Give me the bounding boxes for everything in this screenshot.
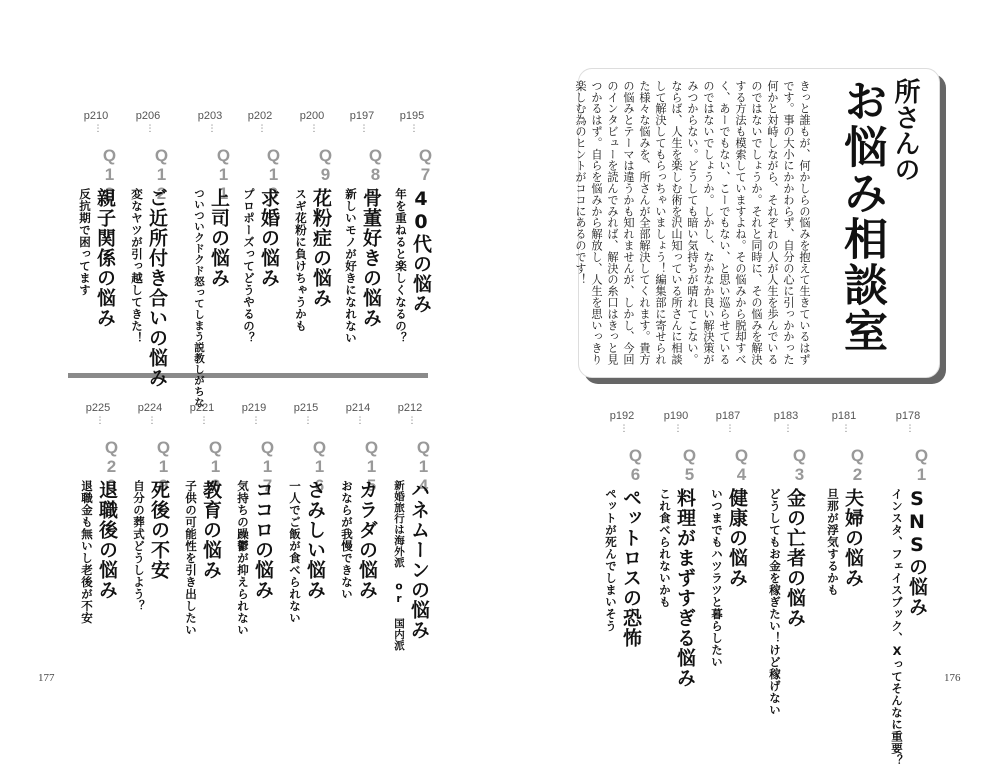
question-title: 花粉症の悩み <box>310 188 332 308</box>
question-subtitle: 退職金も無いし老後が不安 <box>80 480 94 624</box>
question-number: Q11 <box>214 146 233 203</box>
page-number: p178 <box>895 410 921 422</box>
question-title: ハネムーンの悩み <box>408 480 430 640</box>
page-number: p181 <box>831 410 857 422</box>
leader-dots: ⋮ <box>251 416 261 426</box>
question-subtitle: 一人でご飯が食べられない <box>288 480 302 624</box>
leader-dots: ⋮ <box>145 124 155 134</box>
page-number: p202 <box>247 110 273 122</box>
toc-entry-q1[interactable] <box>886 410 931 767</box>
toc-entry-q13[interactable] <box>74 110 118 360</box>
leader-dots: ⋮ <box>303 416 313 426</box>
question-number: Q5 <box>680 446 699 484</box>
leader-dots: ⋮ <box>407 416 417 426</box>
question-subtitle: 子供の可能性を引き出したい <box>184 480 198 636</box>
question-title: 求婚の悩み <box>258 188 280 288</box>
question-title: 骨董好きの悩み <box>360 188 382 328</box>
question-number: Q9 <box>316 146 335 184</box>
leader-dots: ⋮ <box>841 424 851 434</box>
question-title: ご近所付き合いの悩み <box>146 188 168 388</box>
question-title: 退職後の悩み <box>96 480 118 600</box>
question-subtitle: ついついクドクド怒ってしまう説教しがちな <box>193 188 205 408</box>
question-title: 健康の悩み <box>726 488 748 588</box>
question-number: Q10 <box>264 146 283 203</box>
question-number: Q2 <box>848 446 867 484</box>
page-number: p183 <box>773 410 799 422</box>
question-title: ペットロスの恐怖 <box>620 488 642 648</box>
leader-dots: ⋮ <box>409 124 419 134</box>
question-title: 料理がまずすぎる悩み <box>674 488 696 688</box>
question-number: Q18 <box>206 438 225 495</box>
leader-dots: ⋮ <box>673 424 683 434</box>
toc-entry-q12[interactable] <box>126 110 171 388</box>
toc-entry-q17[interactable] <box>232 402 276 672</box>
leader-dots: ⋮ <box>619 424 629 434</box>
toc-entry-q16[interactable] <box>284 402 328 672</box>
question-number: Q13 <box>100 146 119 203</box>
page-number: p212 <box>397 402 423 414</box>
page-folio-right: 176 <box>944 672 961 684</box>
leader-dots: ⋮ <box>783 424 793 434</box>
question-title: 親子関係の悩み <box>94 188 116 328</box>
toc-entry-q2[interactable] <box>822 410 866 670</box>
toc-entry-q5[interactable] <box>654 410 699 688</box>
question-title: 40代の悩み <box>410 188 432 314</box>
question-number: Q8 <box>366 146 385 184</box>
question-number: Q3 <box>790 446 809 484</box>
question-title: 教育の悩み <box>200 480 222 580</box>
leader-dots: ⋮ <box>905 424 915 434</box>
question-subtitle: ペットが死んでしまいそう <box>604 488 618 632</box>
page-number: p197 <box>349 110 375 122</box>
question-number: Q19 <box>154 438 173 495</box>
page-number: p206 <box>135 110 161 122</box>
toc-entry-q15[interactable] <box>336 402 380 672</box>
question-subtitle: 新しいモノが好きになれない <box>344 188 358 344</box>
question-number: Q12 <box>152 146 171 203</box>
question-number: Q1 <box>912 446 931 484</box>
page-number: p214 <box>345 402 371 414</box>
page-number: p192 <box>609 410 635 422</box>
question-subtitle: 反抗期で困ってます <box>78 188 92 296</box>
toc-entry-q8[interactable] <box>340 110 384 360</box>
page-number: p221 <box>189 402 215 414</box>
question-subtitle: 旦那が浮気するかも <box>826 488 840 596</box>
question-number: Q16 <box>310 438 329 495</box>
toc-entry-q18[interactable] <box>180 402 224 672</box>
question-number: Q14 <box>414 438 433 495</box>
question-title: 死後の不安 <box>148 480 170 580</box>
toc-entry-q14[interactable] <box>388 402 432 672</box>
toc-entry-q19[interactable] <box>128 402 172 672</box>
question-number: Q17 <box>258 438 277 495</box>
question-subtitle: いつまでもハツラツと暮らしたい <box>710 488 724 668</box>
question-number: Q15 <box>362 438 381 495</box>
leader-dots: ⋮ <box>257 124 267 134</box>
toc-entry-q6[interactable] <box>600 410 644 670</box>
question-title: 金の亡者の悩み <box>784 488 806 628</box>
toc-entry-q4[interactable] <box>706 410 750 670</box>
question-subtitle: どうしてもお金を稼ぎたい！けど稼げない <box>768 488 782 716</box>
page-number: p203 <box>197 110 223 122</box>
page-number: p225 <box>85 402 111 414</box>
toc-entry-q10[interactable] <box>238 110 282 360</box>
leader-dots: ⋮ <box>147 416 157 426</box>
toc-entry-q9[interactable] <box>290 110 334 360</box>
page-number: p187 <box>715 410 741 422</box>
question-title: ココロの悩み <box>252 480 274 600</box>
question-title: SNSの悩み <box>906 488 928 617</box>
toc-entry-q3[interactable] <box>764 410 809 716</box>
question-number: Q20 <box>102 438 121 495</box>
leader-dots: ⋮ <box>93 124 103 134</box>
intro-title-prefix: 所さんの <box>890 78 920 182</box>
page-number: p219 <box>241 402 267 414</box>
leader-dots: ⋮ <box>199 416 209 426</box>
question-title: 夫婦の悩み <box>842 488 864 588</box>
page-number: p200 <box>299 110 325 122</box>
leader-dots: ⋮ <box>359 124 369 134</box>
toc-entry-q20[interactable] <box>76 402 120 672</box>
page-number: p210 <box>83 110 109 122</box>
question-title: さみしい悩み <box>304 480 326 600</box>
question-subtitle: スギ花粉に負けちゃうかも <box>294 188 308 332</box>
question-title: カラダの悩み <box>356 480 378 600</box>
leader-dots: ⋮ <box>95 416 105 426</box>
question-subtitle: プロポーズってどうやるの？ <box>242 188 256 344</box>
intro-body: きっと誰もが、何かしらの悩みを抱えて生きているはずです。事の大小にかかわらず、自分の心に引っかかった何かと対峙しながら、それぞれの人が人生を歩んでいるのではないでしょうか。それと同時に、その悩みを解決する方法も模索していますよね。その悩みから脱却すべく、あーでもない、こーでもない、と思い巡らせているのではないでしょうか。しかし、なかなか良い解決策がみつからない。どうしても暗い気持ちが晴れてこない。ならば、人生を楽しむ術を沢山知っている所さんに相談して解決してもらっちゃいましょう！編集部に寄せられた様々な悩みを、所さんが全部解決してくれます。貴方の悩みとテーマは違うかも知れませんが、しかし、今回のインタビューを読んでみれば、解決の糸口はきっと見つかるはず。自らを悩みから解放し、人生を思いっきり楽しむ為のヒントがココにあるのです！ <box>574 80 811 365</box>
question-title: 上司の悩み <box>208 188 230 288</box>
question-subtitle: おならが我慢できない <box>340 480 354 600</box>
page-folio-left: 177 <box>38 672 55 684</box>
question-subtitle: 新婚旅行は海外派 or 国内派 <box>393 480 405 651</box>
question-subtitle: 変なヤツが引っ越してきた！ <box>130 188 144 344</box>
page-number: p215 <box>293 402 319 414</box>
question-subtitle: 年を重ねると楽しくなるの？ <box>394 188 408 344</box>
page-number: p190 <box>663 410 689 422</box>
section-divider <box>68 373 428 378</box>
leader-dots: ⋮ <box>207 124 217 134</box>
page-number: p195 <box>399 110 425 122</box>
question-subtitle: これ食べられないかも <box>658 488 672 608</box>
page-number: p224 <box>137 402 163 414</box>
intro-title: お悩み相談室 <box>836 78 887 354</box>
question-subtitle: 自分の葬式どうしよう？ <box>132 480 146 612</box>
question-subtitle: インスタ、フェイスブック、Xってそんなに重要？ <box>890 488 904 767</box>
question-number: Q7 <box>416 146 435 184</box>
question-subtitle: 気持ちの躁鬱が抑えられない <box>236 480 250 636</box>
question-number: Q6 <box>626 446 645 484</box>
leader-dots: ⋮ <box>309 124 319 134</box>
leader-dots: ⋮ <box>725 424 735 434</box>
leader-dots: ⋮ <box>355 416 365 426</box>
toc-entry-q7[interactable] <box>390 110 434 360</box>
question-number: Q4 <box>732 446 751 484</box>
